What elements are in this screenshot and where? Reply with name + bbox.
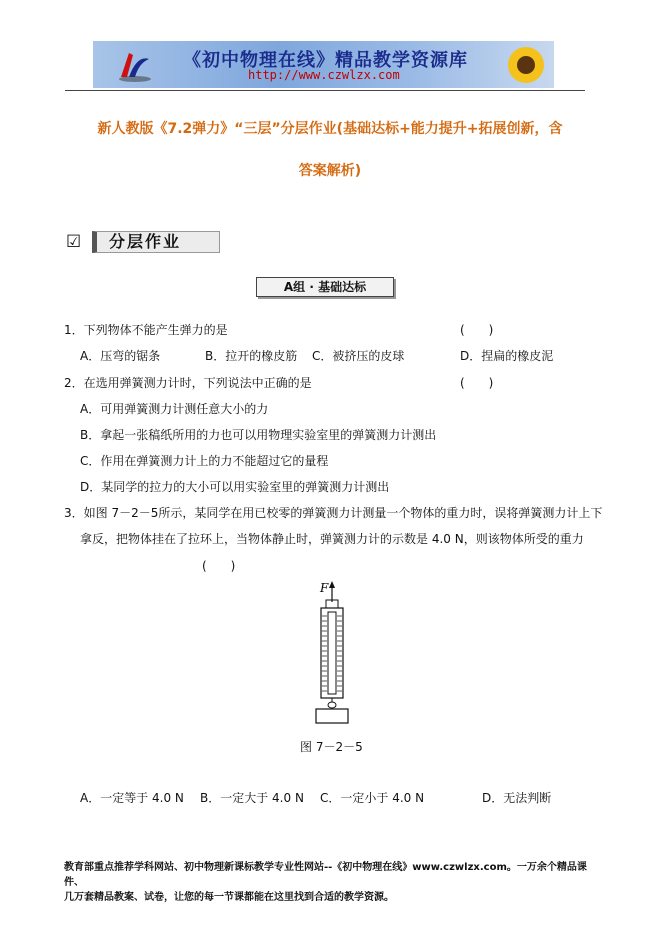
group-label: A组 · 基础达标 <box>256 277 394 297</box>
site-logo-icon <box>115 47 155 83</box>
document-title <box>60 115 600 143</box>
footer-line1: 教育部重点推荐学科网站、初中物理新课标教学专业性网站--《初中物理在线》www.czwlzx.com。一万余个精品课件、 <box>64 862 587 888</box>
document-title-line2: 答案解析) <box>298 163 362 179</box>
question-1-answer-blank: ( ) <box>460 323 494 337</box>
scale-slot <box>328 612 336 694</box>
question-3-option-a: A．一定等于 4.0 N <box>80 791 184 805</box>
page-footer <box>64 860 604 905</box>
question-1-stem: 1．下列物体不能产生弹力的是 <box>64 323 228 337</box>
question-2-stem: 2．在选用弹簧测力计时，下列说法中正确的是 <box>64 376 312 390</box>
force-label: F <box>320 581 329 595</box>
question-3-option-d: D．无法判断 <box>482 791 552 805</box>
footer-line2: 几万套精品教案、试卷，让您的每一节课都能在这里找到合适的教学资源。 <box>64 892 394 903</box>
question-1-option-d: D．捏扁的橡皮泥 <box>460 349 554 363</box>
checkbox-icon: ☑ <box>66 232 82 252</box>
question-3-option-b: B．一定大于 4.0 N <box>200 791 304 805</box>
banner-title: 《初中物理在线》精品教学资源库 <box>183 50 468 71</box>
question-2-option-d: D．某同学的拉力的大小可以用实验室里的弹簧测力计测出 <box>80 480 390 494</box>
question-3-stem-line1: 3．如图 7－2－5所示，某同学在用已校零的弹簧测力计测量一个物体的重力时，误将弹簧测力计上下 <box>64 506 603 520</box>
question-2-option-c: C．作用在弹簧测力计上的力不能超过它的量程 <box>80 454 329 468</box>
question-2-answer-blank: ( ) <box>460 376 494 390</box>
question-1-option-b: B．拉开的橡皮筋 <box>205 349 298 363</box>
document-title-line1: 新人教版《7.2弹力》“三层”分层作业(基础达标+能力提升+拓展创新，含 <box>97 121 563 137</box>
banner-url[interactable]: http://www.czwlzx.com <box>248 68 400 82</box>
header-divider <box>65 90 585 91</box>
question-1-option-a: A．压弯的锯条 <box>80 349 161 363</box>
question-2-option-b: B．拿起一张稿纸所用的力也可以用物理实验室里的弹簧测力计测出 <box>80 428 437 442</box>
question-3-option-c: C．一定小于 4.0 N <box>320 791 425 805</box>
hanging-object <box>316 709 348 723</box>
section-heading: 分层作业 <box>92 231 220 253</box>
question-1-option-c: C．被挤压的皮球 <box>312 349 405 363</box>
question-3-stem-line2: 拿反，把物体挂在了拉环上，当物体静止时，弹簧测力计的示数是 4.0 N，则该物体所受的重力 <box>80 532 584 546</box>
spring-scale-figure <box>300 578 360 728</box>
header-banner <box>93 41 554 88</box>
question-2-option-a: A．可用弹簧测力计测任意大小的力 <box>80 402 269 416</box>
question-3-answer-blank: ( ) <box>202 559 236 573</box>
figure-caption: 图 7－2－5 <box>300 740 363 754</box>
scale-ring <box>328 702 336 708</box>
sunflower-icon <box>502 43 550 87</box>
force-arrow-head <box>329 581 335 588</box>
